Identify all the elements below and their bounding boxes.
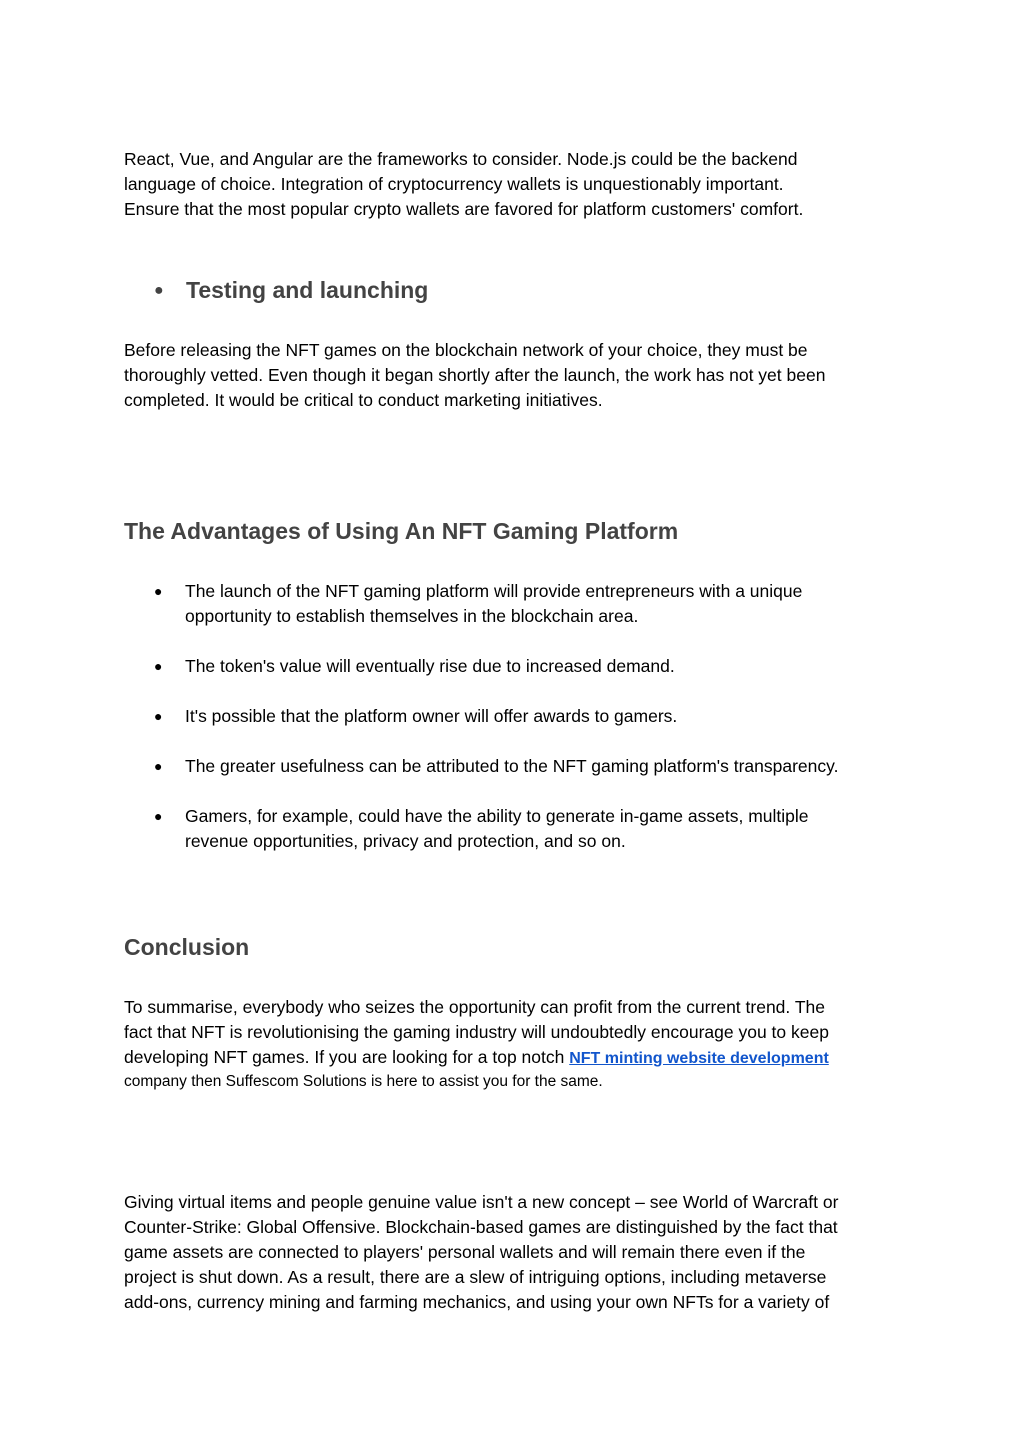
conclusion-line-3-text: developing NFT games. If you are looking for a top notch [124, 1047, 570, 1067]
testing-line-2: thoroughly vetted. Even though it began shortly after the launch, the work has not yet been [124, 365, 826, 385]
heading-bullet-icon: ● [154, 282, 164, 299]
advantage-item-4-text: The greater usefulness can be attributed to the NFT gaming platform's transparency. [185, 756, 839, 776]
advantage-item-2-text: The token's value will eventually rise due to increased demand. [185, 656, 675, 676]
advantage-item-1-line-2: opportunity to establish themselves in the blockchain area. [185, 606, 639, 626]
bullet-icon: ● [154, 708, 163, 724]
closing-line-3: game assets are connected to players' personal wallets and will remain there even if the [124, 1242, 806, 1262]
conclusion-paragraph [124, 995, 904, 1093]
bullet-icon: ● [154, 808, 163, 824]
closing-line-1: Giving virtual items and people genuine value isn't a new concept – see World of Warcraft or [124, 1192, 839, 1212]
testing-heading-text: Testing and launching [186, 277, 429, 303]
testing-paragraph [124, 338, 904, 413]
intro-line-3: Ensure that the most popular crypto wallets are favored for platform customers' comfort. [124, 199, 804, 219]
advantage-item [124, 654, 904, 679]
conclusion-line-4: company then Suffescom Solutions is here to assist you for the same. [124, 1073, 603, 1090]
intro-line-1: React, Vue, and Angular are the frameworks to consider. Node.js could be the backend [124, 149, 798, 169]
nft-minting-link[interactable]: NFT minting website development [569, 1050, 829, 1067]
advantage-item-5-line-1: Gamers, for example, could have the ability to generate in-game assets, multiple [185, 806, 809, 826]
bullet-icon: ● [154, 583, 163, 599]
advantage-item-1-line-1: The launch of the NFT gaming platform will provide entrepreneurs with a unique [185, 581, 803, 601]
conclusion-line-2: fact that NFT is revolutionising the gaming industry will undoubtedly encourage you to keep [124, 1022, 829, 1042]
conclusion-line-1: To summarise, everybody who seizes the opportunity can profit from the current trend. The [124, 997, 825, 1017]
advantage-item [124, 754, 904, 779]
intro-paragraph [124, 147, 904, 222]
advantage-item-5-line-2: revenue opportunities, privacy and protection, and so on. [185, 831, 626, 851]
conclusion-heading: Conclusion [124, 934, 250, 960]
closing-line-2: Counter-Strike: Global Offensive. Blockchain-based games are distinguished by the fact that [124, 1217, 838, 1237]
bullet-icon: ● [154, 658, 163, 674]
advantage-item-3-text: It's possible that the platform owner will offer awards to gamers. [185, 706, 678, 726]
advantage-item [124, 804, 904, 854]
closing-line-5: add-ons, currency mining and farming mechanics, and using your own NFTs for a variety of [124, 1292, 830, 1312]
testing-line-3: completed. It would be critical to conduct marketing initiatives. [124, 390, 603, 410]
bullet-icon: ● [154, 758, 163, 774]
testing-line-1: Before releasing the NFT games on the blockchain network of your choice, they must be [124, 340, 808, 360]
conclusion-line-3 [124, 1045, 904, 1071]
intro-line-2: language of choice. Integration of cryptocurrency wallets is unquestionably important. [124, 174, 784, 194]
advantage-item [124, 579, 904, 629]
closing-line-4: project is shut down. As a result, there are a slew of intriguing options, including metaverse [124, 1267, 827, 1287]
testing-heading [154, 275, 428, 306]
advantages-heading: The Advantages of Using An NFT Gaming Platform [124, 518, 679, 544]
closing-paragraph [124, 1190, 904, 1315]
advantage-item [124, 704, 904, 729]
